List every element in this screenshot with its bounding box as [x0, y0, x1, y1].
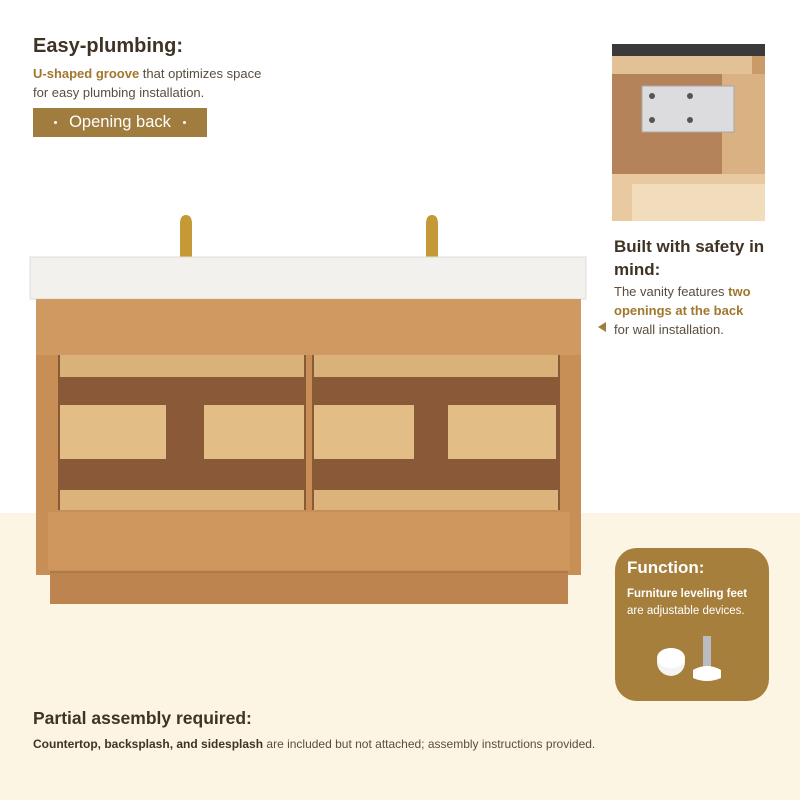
- safety-line2-highlight: openings at the back: [614, 303, 744, 318]
- safety-line1-plain: The vanity features: [614, 284, 729, 299]
- arrow-left-icon: [598, 322, 606, 332]
- easy-plumbing-line1: [33, 64, 261, 83]
- function-line1: Furniture leveling feet: [627, 588, 748, 600]
- dot-icon: [183, 121, 186, 124]
- opening-back-label: [33, 108, 207, 137]
- vanity-photo: [28, 210, 590, 608]
- function-line2: are adjustable devices.: [627, 605, 745, 617]
- safety-title-line2: mind:: [614, 260, 661, 279]
- easy-plumbing-line1-rest: that optimizes space: [139, 66, 262, 81]
- function-panel: [615, 548, 769, 701]
- easy-plumbing-title: Easy-plumbing:: [33, 35, 184, 57]
- easy-plumbing-line2: for easy plumbing installation.: [33, 85, 205, 100]
- assembly-rest: are included but not attached; assembly instructions provided.: [263, 737, 596, 751]
- dot-icon: [54, 121, 57, 124]
- safety-line3: for wall installation.: [614, 322, 724, 337]
- back-opening-photo: [612, 44, 765, 221]
- safety-line1-highlight: two: [728, 284, 751, 299]
- safety-line1: [614, 282, 751, 301]
- assembly-title: Partial assembly required:: [33, 708, 252, 728]
- assembly-description: [33, 735, 595, 754]
- function-title: Function:: [627, 558, 705, 577]
- safety-title-line1: Built with safety in: [614, 237, 765, 256]
- safety-line2: [614, 301, 743, 320]
- assembly-bold: Countertop, backsplash, and sidesplash: [33, 737, 264, 751]
- u-groove-highlight: U-shaped groove: [33, 66, 140, 81]
- opening-back-text: Opening back: [69, 113, 171, 131]
- leveling-feet-photo: [655, 634, 735, 686]
